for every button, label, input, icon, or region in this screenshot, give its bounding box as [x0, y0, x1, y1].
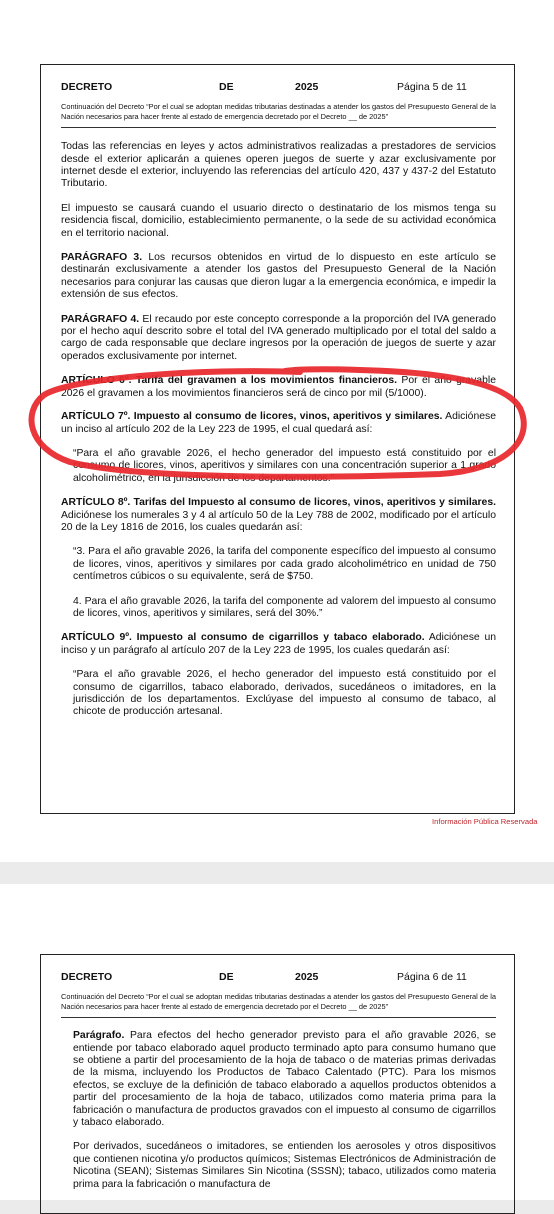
- articulo-8-quote-4: 4. Para el año gravable 2026, la tarifa del componente ad valorem del impuesto al consumo de licores, vinos, aperitivos y similares, será del 30%.”: [73, 595, 496, 619]
- header-year: 2025: [295, 81, 319, 93]
- articulo-8-quote-3: “3. Para el año gravable 2026, la tarifa del componente específico del impuesto al consumo de licores, vinos, aperitivos y similares por cada grado alcoholimétrico en unidad de 750 centímetros cúbicos o su equivalente, será de $750.: [73, 546, 496, 583]
- paragraph-causation: El impuesto se causará cuando el usuario directo o destinatario de los mismos tenga su residencia fiscal, domicilio, establecimiento permanente, o la sede de su actividad económica en el territorio nacional.: [61, 202, 496, 239]
- articulo-7-text: Adiciónese un inciso al artículo 202 de la Ley 223 de 1995, el cual quedará así:: [61, 411, 496, 435]
- header-page-number: Página 5 de 11: [397, 81, 467, 93]
- header-rule: [61, 127, 496, 128]
- articulo-7-quote: “Para el año gravable 2026, el hecho generador del impuesto está constituido por el consumo de licores, vinos, aperitivos y similares con una concentración superior a 1 grado alcoholimétrico, en la jurisdicción de los departamentos.”: [73, 447, 496, 484]
- paragrafo-4-text: El recaudo por este concepto corresponde a la proporción del IVA generado por el hecho aquí descrito sobre el total del IVA generado multiplicado por el total del saldo a cargo de cada responsable que declare ingresos por la operación de juegos de suerte y azar operados exclusivamente por internet.: [61, 313, 496, 362]
- articulo-7: [61, 411, 496, 436]
- continuation-note: Continuación del Decreto “Por el cual se adoptan medidas tributarias destinadas a atender los gastos del Presupuesto General de la Nación necesarios para hacer frente al estado de emergencia decretado por el Decreto __ de 2025”: [61, 102, 496, 121]
- page-header: [61, 971, 496, 983]
- header-rule: [61, 1017, 496, 1018]
- articulo-7-label: ARTÍCULO 7º. Impuesto al consumo de licores, vinos, aperitivos y similares.: [61, 411, 443, 423]
- articulo-8-label: ARTÍCULO 8º. Tarifas del Impuesto al consumo de licores, vinos, aperitivos y similares.: [61, 497, 496, 509]
- paragrafo-4: [61, 314, 496, 364]
- header-decreto: DECRETO: [61, 81, 113, 93]
- header-de: DE: [219, 971, 234, 983]
- header-year: 2025: [295, 971, 319, 983]
- header-decreto: DECRETO: [61, 971, 113, 983]
- paragrafo-3: [61, 252, 496, 302]
- continuation-note: Continuación del Decreto “Por el cual se adoptan medidas tributarias destinadas a atender los gastos del Presupuesto General de la Nación necesarios para hacer frente al estado de emergencia decretado por el Decreto __ de 2025”: [61, 992, 496, 1011]
- paragrafo-3-label: PARÁGRAFO 3.: [61, 252, 143, 264]
- paragrafo-3-text: Los recursos obtenidos en virtud de lo dispuesto en este artículo se destinarán exclusivamente a atender los gastos del Presupuesto General de la Nación necesarios para conjurar las causas que dieron lugar a la emergencia económica, e impedir la extensión de sus efectos.: [61, 252, 497, 301]
- page-5-frame: [40, 64, 515, 814]
- paragrafo-tabaco-label: Parágrafo.: [73, 1030, 125, 1042]
- articulo-6-text: Por el año gravable 2026 el gravamen a los movimientos financieros será de cinco por mil (5/1000).: [61, 375, 497, 399]
- paragraph-references: Todas las referencias en leyes y actos administrativos realizadas a prestadores de servicios desde el exterior aplicarán a quienes operen juegos de suerte y azar exclusivamente por internet desde el exterior, incluyendo las referencias del artículo 420, 437 y 437-2 del Estatuto Tributario.: [61, 141, 496, 190]
- paragraph-derivados: Por derivados, sucedáneos o imitadores, se entienden los aerosoles y otros dispositivos que contienen nicotina y/o productos químicos; Sistemas Electrónicos de Administración de Nicotina (SEAN); Sistemas Similares Sin Nicotina (SSSN); tabaco, utilizados como materia prima para la fabricación o manufactura de: [73, 1141, 496, 1190]
- articulo-9-label: ARTÍCULO 9º. Impuesto al consumo de cigarrillos y tabaco elaborado.: [61, 632, 425, 644]
- paragrafo-tabaco: [73, 1030, 496, 1129]
- header-page-number: Página 6 de 11: [397, 971, 467, 983]
- articulo-9-text: Adiciónese un inciso y un parágrafo al artículo 207 de la Ley 223 de 1995, los cuales quedarán así:: [61, 632, 496, 656]
- classification-stamp: Información Pública Reservada: [432, 817, 538, 826]
- articulo-8: [61, 497, 496, 534]
- articulo-6: [61, 375, 496, 400]
- articulo-9-quote: “Para el año gravable 2026, el hecho generador del impuesto está constituido por el consumo de cigarrillos, tabaco elaborado, derivados, sucedáneos o imitadores, en la jurisdicción de los departamentos. Exclúyase del impuesto al consumo de tabaco, al chicote de producción artesanal.: [73, 669, 496, 718]
- page-header: [61, 81, 496, 93]
- page-6-frame: [40, 954, 515, 1214]
- paragrafo-tabaco-text: Para efectos del hecho generador previsto para el año gravable 2026, se entiende por tabaco elaborado aquel producto terminado apto para consumo humano que se obtiene a partir del procesamiento de la hoja de tabaco o de materias primas derivadas de la misma, incluyendo los Productos de Tabaco Calentado (PTC). Para los mismos efectos, se excluye de la definición de tabaco elaborado a aquellos productos obtenidos a partir del procesamiento de la hoja de tabaco, utilizados como materia prima para la fabricación o manufactura de productos gravados con el impuesto al consumo de cigarrillos y tabaco elaborado.: [73, 1030, 496, 1129]
- header-de: DE: [219, 81, 234, 93]
- articulo-9: [61, 632, 496, 657]
- paragrafo-4-label: PARÁGRAFO 4.: [61, 313, 140, 325]
- articulo-8-text: Adiciónese los numerales 3 y 4 al artículo 50 de la Ley 788 de 2002, modificado por el artículo 20 de la Ley 1816 de 2016, los cuales quedarán así:: [61, 509, 496, 533]
- articulo-6-label: ARTÍCULO 6º. Tarifa del gravamen a los movimientos financieros.: [61, 375, 398, 387]
